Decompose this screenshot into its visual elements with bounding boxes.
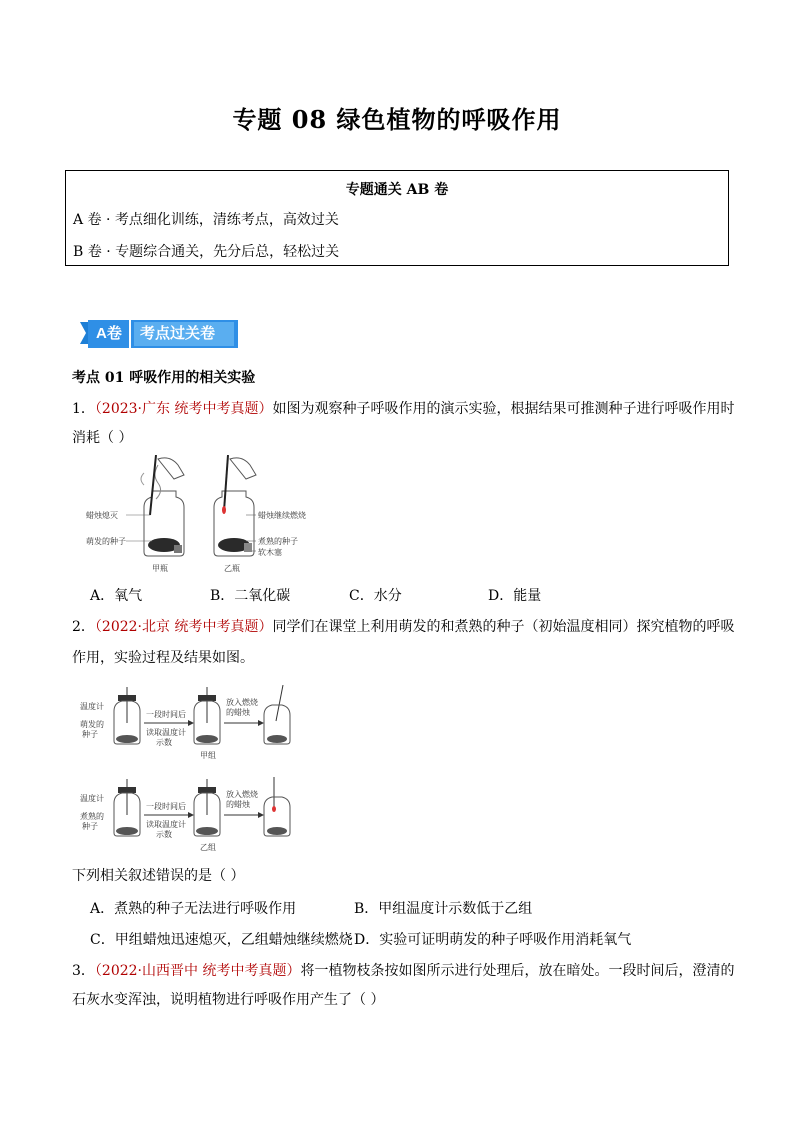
question-1-option-b: B．二氧化碳 [210, 588, 291, 604]
question-2-stem: 下列相关叙述错误的是（ ） [72, 868, 245, 884]
intro-box [65, 170, 729, 266]
fig2-cooked-label-2: 种子 [82, 822, 98, 831]
question-2-figure [78, 685, 298, 855]
question-1-text: 如图为观察种子呼吸作用的演示实验，根据结果可推测种子进行呼吸作用时 [272, 401, 735, 417]
fig2-group-a-label: 甲组 [200, 751, 216, 760]
section-banner [78, 316, 238, 354]
question-1-figure [86, 455, 326, 575]
question-2-option-d: D．实验可证明萌发的种子呼吸作用消耗氧气 [354, 932, 632, 948]
fig2-put-label-1a: 放入燃烧 [226, 698, 258, 707]
question-3-source: （2022·山西晋中 统考中考真题） [94, 963, 301, 979]
fig1-left-bottom-label: 萌发的种子 [86, 537, 126, 546]
question-2-text: 同学们在课堂上利用萌发的和煮熟的种子（初始温度相同）探究植物的呼吸 [272, 619, 735, 635]
fig2-sprouted-label-1: 萌发的 [80, 720, 104, 729]
intro-line-b: B 卷 · 专题综合通关，先分后总，轻松过关 [73, 244, 340, 260]
fig2-cooked-label-1: 煮熟的 [80, 812, 104, 821]
fig2-thermometer-label-b: 温度计 [80, 794, 104, 803]
question-1-option-d: D．能量 [488, 588, 542, 604]
question-2-option-c: C．甲组蜡烛迅速熄灭，乙组蜡烛继续燃烧 [90, 932, 353, 948]
banner-tag: A卷 [96, 325, 122, 342]
fig1-right-bottom-label: 软木塞 [258, 548, 282, 557]
question-2-line-1 [72, 617, 734, 637]
fig1-left-top-label: 蜡烛熄灭 [86, 511, 118, 520]
question-2-option-b: B．甲组温度计示数低于乙组 [354, 901, 533, 917]
question-1-option-a: A．氧气 [90, 588, 143, 604]
fig2-group-b-label: 乙组 [200, 843, 216, 852]
intro-box-heading: 专题通关 AB 卷 [345, 182, 449, 198]
fig2-after-label-b: 一段时间后 [146, 802, 186, 811]
fig2-put-label-1b: 放入燃烧 [226, 790, 258, 799]
question-1-line-1 [72, 399, 734, 419]
intro-line-a: A 卷 · 考点细化训练，清练考点，高效过关 [73, 212, 339, 228]
question-2-line-2: 作用，实验过程及结果如图。 [72, 650, 254, 666]
fig2-read-label-2b: 示数 [156, 830, 172, 839]
fig1-jar-a-label: 甲瓶 [152, 564, 168, 573]
banner-label: 考点过关卷 [140, 325, 216, 342]
section-title: 考点 01 呼吸作用的相关实验 [72, 370, 256, 386]
question-1-source: （2023·广东 统考中考真题） [94, 401, 273, 417]
fig2-read-label-1b: 读取温度计 [146, 820, 186, 829]
fig1-right-mid-label: 煮熟的种子 [258, 537, 298, 546]
fig2-read-label-1a: 读取温度计 [146, 728, 186, 737]
question-2-number: 2． [72, 619, 95, 635]
question-1-option-c: C．水分 [349, 588, 402, 604]
question-1-number: 1． [72, 401, 95, 417]
question-3-line-1 [72, 961, 734, 981]
fig2-read-label-2a: 示数 [156, 738, 172, 747]
question-3-number: 3． [72, 963, 95, 979]
fig2-put-label-2b: 的蜡烛 [226, 800, 250, 809]
fig1-right-top-label: 蜡烛继续燃烧 [258, 511, 306, 520]
fig2-put-label-2a: 的蜡烛 [226, 708, 250, 717]
fig2-after-label-a: 一段时间后 [146, 710, 186, 719]
question-3-line-2: 石灰水变浑浊，说明植物进行呼吸作用产生了（ ） [72, 992, 385, 1008]
question-2-option-a: A．煮熟的种子无法进行呼吸作用 [90, 901, 297, 917]
fig2-thermometer-label-a: 温度计 [80, 702, 104, 711]
question-1-line-2: 消耗（ ） [72, 430, 133, 446]
question-3-text: 将一植物枝条按如图所示进行处理后，放在暗处。一段时间后，澄清的 [300, 963, 735, 979]
page-title: 专题 08 绿色植物的呼吸作用 [232, 105, 562, 134]
fig2-sprouted-label-2: 种子 [82, 730, 98, 739]
fig1-jar-b-label: 乙瓶 [224, 564, 240, 573]
question-2-source: （2022·北京 统考中考真题） [94, 619, 273, 635]
